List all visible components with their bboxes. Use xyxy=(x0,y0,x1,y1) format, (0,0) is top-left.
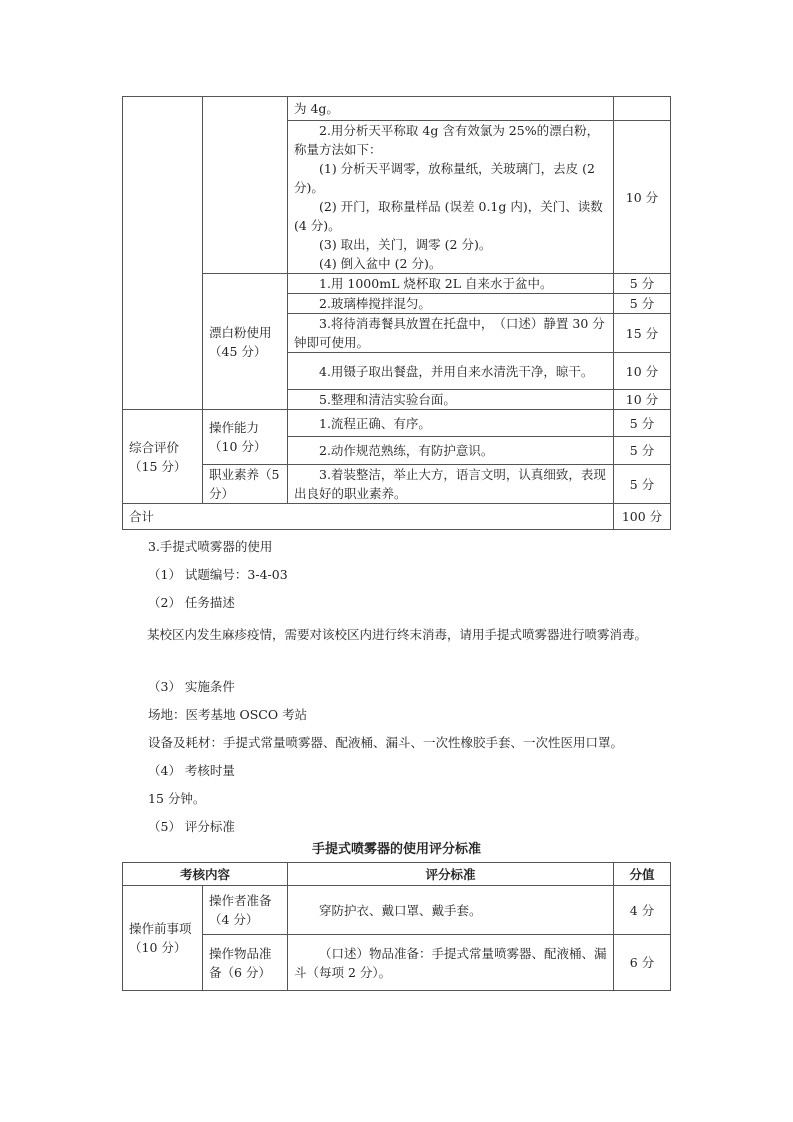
table-title: 手提式喷雾器的使用评分标准 xyxy=(311,842,481,857)
subcategory: 操作能力（10 分） xyxy=(203,410,288,465)
section-heading: 3.手提式喷雾器的使用 xyxy=(148,539,273,554)
table-row: 5.整理和清洁实验台面。 10 分 xyxy=(123,390,671,410)
subcategory: 职业素养（5 分） xyxy=(203,465,288,504)
category: 综合评价（15 分） xyxy=(123,410,203,504)
criterion: 2.用分析天平称取 4g 含有效氯为 25%的漂白粉，称量方法如下： (1) 分析天平调零，放称量纸，关玻璃门，去皮 (2 分)。 (2) 开门，取称量样品 (误差 0.1g 内)，关门、读数 (4 分)。 (3) 取出，关门，调零 (2 分)。 (4) 倒入盆中 (2 分)。 xyxy=(288,121,614,274)
criterion: 为 4g。 xyxy=(288,97,614,121)
table-row: 综合评价（15 分） 操作能力（10 分） 1.流程正确、有序。 5 分 xyxy=(123,410,671,437)
table-row: 2.动作规范熟练，有防护意识。 5 分 xyxy=(123,437,671,465)
table-row: 3.将待消毒餐具放置在托盘中， （口述）静置 30 分钟即可使用。 15 分 xyxy=(123,314,671,353)
table-row xyxy=(123,97,671,121)
category: 漂白粉使用（45 分） xyxy=(203,274,288,410)
table-row: 操作物品准备（6 分） （口述）物品准备：手提式常量喷雾器、配液桶、漏斗（每项 2 分）。 6 分 xyxy=(123,935,671,991)
table-row: 4.用镊子取出餐盘，并用自来水清洗干净，晾干。 10 分 xyxy=(123,353,671,390)
score: 10 分 xyxy=(614,121,671,274)
table-row: 职业素养（5 分） 3.着装整洁，举止大方，语言文明，认真细致，表现出良好的职业素养。 5 分 xyxy=(123,465,671,504)
table-row: 2.玻璃棒搅拌混匀。 5 分 xyxy=(123,294,671,314)
table-row: 操作前事项（10 分） 操作者准备（4 分） 穿防护衣、戴口罩、戴手套。 4 分 xyxy=(123,886,671,935)
header-row: 考核内容 评分标准 分值 xyxy=(123,863,671,886)
document-page: 为 4g。 2.用分析天平称取 4g 含有效氯为 25%的漂白粉，称量方法如下： (1) 分析天平调零，放称量纸，关玻璃门，去皮 (2 分)。 (2) 开门，取称量样品 (误差 0.1g 内)，关门、读数 (4 分)。 (3) 取出，关门，调零 (2 分)。 (4) 倒入盆中 (2 分)。 10 分 漂白粉使用（45 分） 1.用 1000mL 烧杯取 2L 自来水于盆中。 5 分 2.玻璃棒搅拌混匀。 5 分 3.将待消毒餐具放置在托盘中， （口述）静置 30 分钟即可使用。 15 分 4.用镊子取出餐盘，并用自来水清洗干净，晾干。 10 分 5.整理和清洁实验台面。 10 分 综合评价（15 分） 操作能力（10 分） 1.流程正确、有序。 5 分 2.动作规范熟练，有防护意识。 5 分 职业素养（5 分） 3.着装整洁，举止大方，语言文明，认真细致，表现出良好的职业素养。 5 分 合计 100 分 3.手提式喷雾器的使用 （1） 试题编号：3-4-03 （2） 任务描述 某校区内发生麻疹疫情，需要对该校区内进行终末消毒，请用手提式喷雾器进行喷雾消毒。 （3） 实施条件 场地：医考基地 OSCO 考站 设备及耗材：手提式常量喷雾器、配液桶、漏斗、一次性橡胶手套、一次性医用口罩。 （4） 考核时量 15 分钟。 （5） 评分标准 手提式喷雾器的使用评分标准 考核内容 评分标准 分值 操作前事项（10 分） 操作者准备（4 分） 穿防护衣、戴口罩、戴手套。 4 分 操作物品准备（6 分） （口述）物品准备：手提式常量喷雾器、配液桶、漏斗（每项 2 分）。 6 分 xyxy=(0,0,793,1122)
bleach-scoring-table xyxy=(122,96,671,530)
table-row: 漂白粉使用（45 分） 1.用 1000mL 烧杯取 2L 自来水于盆中。 5 分 xyxy=(123,274,671,294)
category: 操作前事项（10 分） xyxy=(123,886,203,991)
total-row: 合计 100 分 xyxy=(123,504,671,530)
task-description: 某校区内发生麻疹疫情，需要对该校区内进行终末消毒，请用手提式喷雾器进行喷雾消毒。 xyxy=(147,627,648,642)
sprayer-scoring-table xyxy=(122,862,671,991)
